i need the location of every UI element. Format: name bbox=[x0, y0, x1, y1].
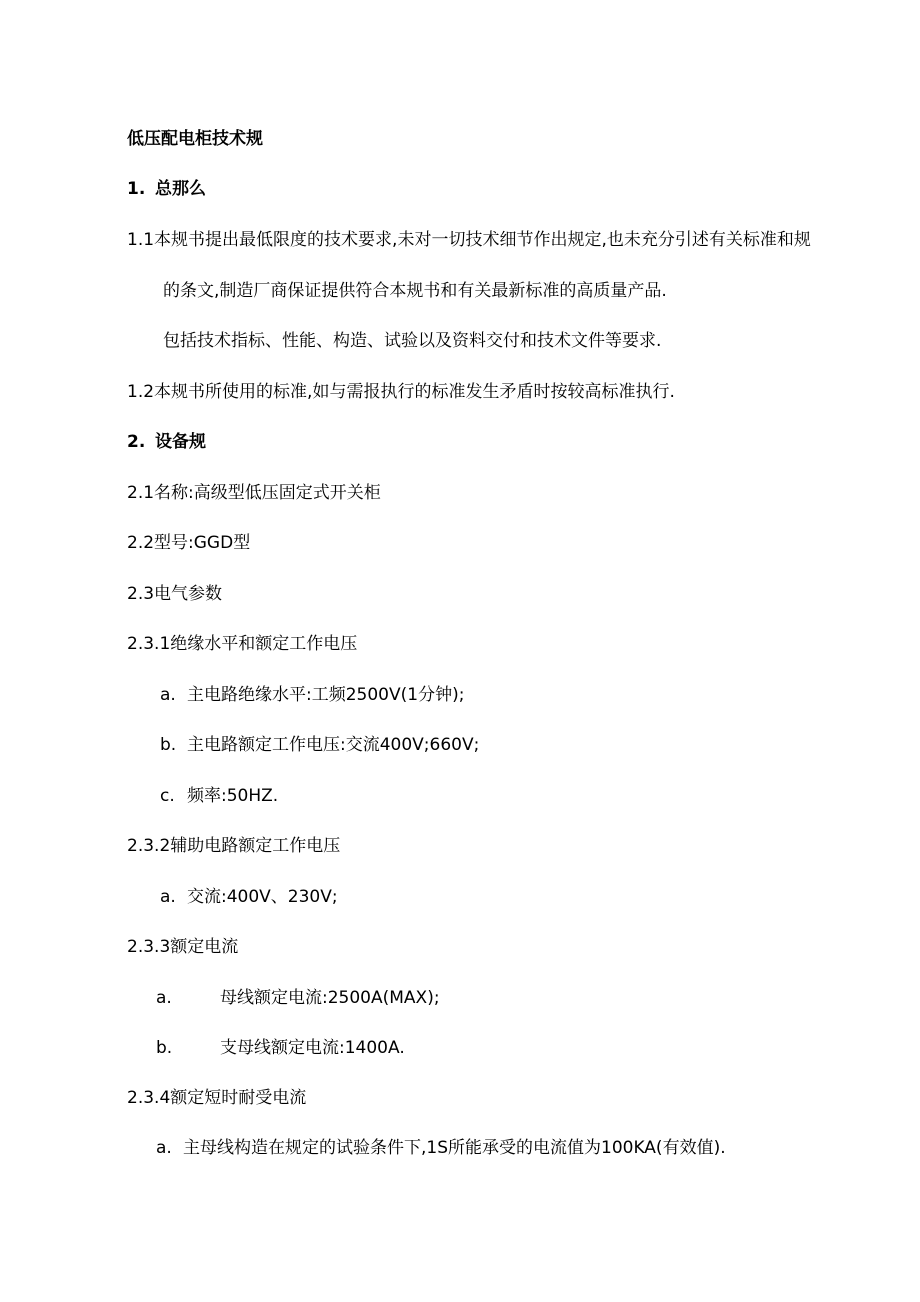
list-item bbox=[160, 784, 278, 808]
section-1-number: 1. bbox=[127, 179, 146, 199]
list-item-text: 主母线构造在规定的试验条件下,1S所能承受的电流值为100KA(有效值). bbox=[183, 1138, 726, 1158]
list-item-marker: a. bbox=[160, 887, 176, 907]
list-item-text: 支母线额定电流:1400A. bbox=[220, 1038, 405, 1058]
list-item-marker: a. bbox=[156, 1138, 172, 1158]
list-item-text: 频率:50HZ. bbox=[187, 786, 279, 806]
section-1-heading bbox=[127, 177, 206, 201]
section-2-title: 设备规 bbox=[155, 432, 206, 452]
list-item-marker: a. bbox=[160, 685, 176, 705]
list-item bbox=[160, 683, 464, 707]
list-item-marker: b. bbox=[160, 735, 177, 755]
paragraph-1-1-line-1: 1.1本规书提出最低限度的技术要求,未对一切技术细节作出规定,也未充分引述有关标准和规 bbox=[127, 230, 811, 250]
paragraph-2-1: 2.1名称:高级型低压固定式开关柜 bbox=[127, 483, 381, 503]
list-item-text: 母线额定电流:2500A(MAX); bbox=[220, 988, 440, 1008]
paragraph-1-1-line-2: 的条文,制造厂商保证提供符合本规书和有关最新标准的高质量产品. bbox=[163, 281, 667, 301]
list-item bbox=[156, 986, 440, 1010]
paragraph-2-3-1-heading: 2.3.1绝缘水平和额定工作电压 bbox=[127, 634, 358, 654]
list-item-marker: b. bbox=[156, 1038, 173, 1058]
section-2-number: 2. bbox=[127, 432, 146, 452]
list-item bbox=[156, 1036, 405, 1060]
paragraph-2-3-2-heading: 2.3.2辅助电路额定工作电压 bbox=[127, 836, 341, 856]
paragraph-1-2: 1.2本规书所使用的标准,如与需报执行的标准发生矛盾时按较高标准执行. bbox=[127, 382, 675, 402]
list-item bbox=[160, 733, 479, 757]
list-item-text: 主电路额定工作电压:交流400V;660V; bbox=[187, 735, 480, 755]
section-2-heading bbox=[127, 430, 206, 454]
paragraph-2-3-4-heading: 2.3.4额定短时耐受电流 bbox=[127, 1088, 307, 1108]
list-item bbox=[156, 1136, 726, 1160]
paragraph-2-3-3-heading: 2.3.3额定电流 bbox=[127, 937, 239, 957]
list-item-marker: a. bbox=[156, 988, 172, 1008]
list-item bbox=[160, 885, 338, 909]
list-item-marker: c. bbox=[160, 786, 175, 806]
paragraph-2-2: 2.2型号:GGD型 bbox=[127, 533, 251, 553]
paragraph-2-3: 2.3电气参数 bbox=[127, 584, 223, 604]
list-item-text: 交流:400V、230V; bbox=[187, 887, 338, 907]
section-1-title: 总那么 bbox=[155, 179, 206, 199]
paragraph-1-1-line-3: 包括技术指标、性能、构造、试验以及资料交付和技术文件等要求. bbox=[163, 331, 662, 351]
list-item-text: 主电路绝缘水平:工频2500V(1分钟); bbox=[187, 685, 465, 705]
document-title: 低压配电柜技术规 bbox=[127, 129, 263, 149]
